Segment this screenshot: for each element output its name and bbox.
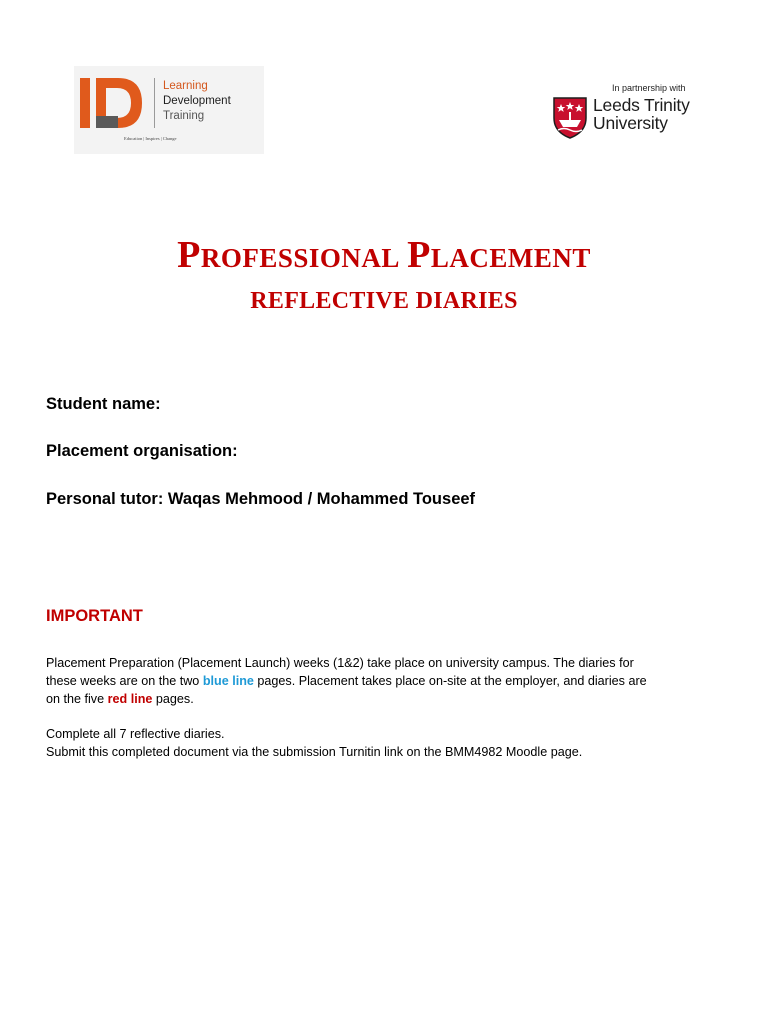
paragraph-line: these weeks are on the two blue line pages. Placement takes place on-site at the employer, and diaries are xyxy=(46,674,647,688)
leeds-trinity-university-logo xyxy=(548,82,708,142)
title-word-placement: PLACEMENT xyxy=(407,234,591,276)
document-subtitle: REFLECTIVE DIARIES xyxy=(250,288,518,314)
document-title xyxy=(0,232,768,281)
logo-divider xyxy=(154,78,155,128)
learning-development-training-logo xyxy=(74,66,264,154)
logo-word-learning: Learning xyxy=(163,80,208,92)
red-line-highlight: red line xyxy=(107,692,153,706)
logo-tagline: Education | Inspires | Change xyxy=(124,136,177,141)
instruction-line: Complete all 7 reflective diaries. xyxy=(46,727,225,741)
partnership-label: In partnership with xyxy=(612,83,686,93)
logo-word-training: Training xyxy=(163,110,205,122)
title-word-professional: PROFESSIONAL xyxy=(177,234,400,276)
paragraph-line: Placement Preparation (Placement Launch) weeks (1&2) take place on university campus. The diaries for xyxy=(46,656,634,670)
university-name-line-2: University xyxy=(593,113,668,133)
university-crest-icon xyxy=(552,96,588,140)
university-name xyxy=(593,96,690,132)
important-heading: IMPORTANT xyxy=(46,607,143,625)
placement-organisation-label: Placement organisation: xyxy=(46,442,238,460)
placement-info-paragraph xyxy=(46,654,736,708)
personal-tutor-label: Personal tutor: Waqas Mehmood / Mohammed Touseef xyxy=(46,490,476,508)
logo-word-development: Development xyxy=(163,95,231,107)
student-name-label: Student name: xyxy=(46,395,161,413)
logo-wordmark xyxy=(163,79,231,124)
instructions-paragraph xyxy=(46,725,736,761)
ld-monogram-icon xyxy=(80,76,146,132)
blue-line-highlight: blue line xyxy=(202,674,254,688)
paragraph-line: on the five red line pages. xyxy=(46,692,194,706)
instruction-line: Submit this completed document via the submission Turnitin link on the BMM4982 Moodle page. xyxy=(46,745,583,759)
university-name-line-1: Leeds Trinity xyxy=(593,95,690,115)
